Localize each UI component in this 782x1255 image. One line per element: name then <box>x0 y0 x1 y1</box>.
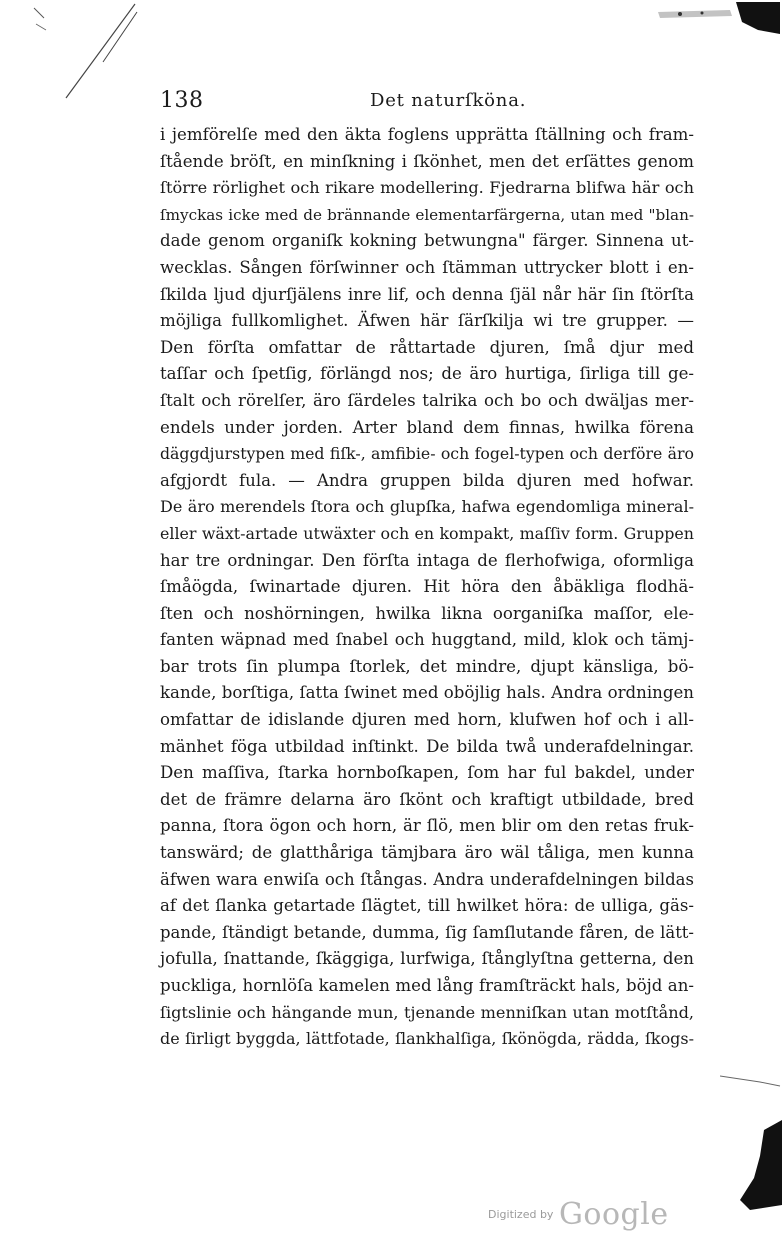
text-line: taſſar och ſpetſig, förlängd nos; de äro hurtiga, ſirliga till ge- <box>160 364 694 384</box>
text-line: ſtörre rörlighet och rikare modellering. Fjedrarna blifwa här och <box>160 178 694 198</box>
text-line: mänhet föga utbildad inſtinkt. De bilda twå underafdelningar. <box>160 736 694 756</box>
text-line: ſmåögda, ſwinartade djuren. Hit höra den åbäkliga flodhä- <box>160 577 694 597</box>
text-line: pande, ſtändigt betande, dumma, ſig ſamſlutande fåren, de lätt- <box>160 922 694 942</box>
digitized-label: Digitized by <box>488 1208 554 1221</box>
text-line: wecklas. Sången förſwinner och ſtämman uttrycker blott i en- <box>160 257 694 277</box>
text-line: jofulla, ſnattande, ſkäggiga, lurfwiga, ſtånglyſtna getterna, den <box>160 949 694 969</box>
running-title: Det naturſköna. <box>370 90 527 111</box>
text-line: ſigtslinie och hängande mun, tjenande menniſkan utan motſtånd, <box>160 1002 694 1022</box>
text-line: det de främre delarna äro ſkönt och kraftigt utbildade, bred <box>160 789 694 809</box>
top-right-scan-smudge <box>640 0 782 40</box>
text-line: ſmyckas icke med de brännande elementarfärgerna, utan med "blan- <box>160 205 694 224</box>
google-logo: Google <box>558 1197 669 1232</box>
text-line: fanten wäpnad med ſnabel och huggtand, mild, klok och tämj- <box>160 630 694 650</box>
page-number: 138 <box>160 88 204 113</box>
text-line: Den maſſiva, ſtarka hornboſkapen, ſom har ful bakdel, under <box>160 763 694 783</box>
text-line: panna, ſtora ögon och horn, är ſlö, men blir om den retas fruk- <box>160 816 694 836</box>
text-line: ſten och noshörningen, hwilka likna oorganiſka maſſor, ele- <box>160 603 694 623</box>
text-line: omfattar de idislande djuren med horn, klufwen hof och i all- <box>160 710 694 730</box>
bottom-right-scan-smudge <box>720 1060 782 1210</box>
text-line: däggdjurstypen med fiſk-, amfibie- och fogel-typen och derföre äro <box>160 444 694 464</box>
text-line: puckliga, hornlöſa kamelen med lång framſträckt hals, böjd an- <box>160 976 694 995</box>
digitized-by-credit <box>488 1197 669 1232</box>
text-line: bar trots ſin plumpa ſtorlek, det mindre, djupt känsliga, bö- <box>160 656 694 676</box>
text-line: dade genom organiſk kokning betwungna" färger. Sinnena ut- <box>160 231 694 251</box>
text-line: afgjordt fula. — Andra gruppen bilda djuren med hofwar. <box>160 470 694 490</box>
text-line: äfwen wara enwiſa och ſtångas. Andra underafdelningen bildas <box>160 869 694 889</box>
text-line: ſtående bröſt, en minſkning i ſkönhet, men det erſättes genom <box>160 151 694 171</box>
page-header <box>160 88 686 118</box>
text-line: endels under jorden. Arter bland dem finnas, hwilka förena <box>160 417 694 437</box>
text-line: tanswärd; de glatthåriga tämjbara äro wäl tåliga, men kunna <box>160 843 694 863</box>
text-line: de ſirligt byggda, lättfotade, ſlankhalſiga, ſkönögda, rädda, ſkogs- <box>160 1029 694 1049</box>
text-line: möjliga fullkomlighet. Äfwen här ſärſkilja wi tre grupper. — <box>160 311 694 331</box>
text-line: Den förſta omfattar de råttartade djuren, ſmå djur med <box>160 337 694 357</box>
text-line: har tre ordningar. Den förſta intaga de flerhofwiga, oformliga <box>160 550 694 570</box>
body-text <box>160 122 694 1053</box>
text-line: eller wäxt-artade utwäxter och en kompakt, maſſiv form. Gruppen <box>160 523 694 543</box>
text-line: af det ſlanka getartade ſlägtet, till hwilket höra: de ulliga, gäs- <box>160 896 694 916</box>
text-line: kande, borſtiga, ſatta ſwinet med oböjlig hals. Andra ordningen <box>160 683 694 703</box>
text-line: De äro merendels ſtora och glupſka, hafwa egendomliga mineral- <box>160 497 694 517</box>
text-line: ſkilda ljud djurſjälens inre lif, och denna ſjäl når här ſin ſtörſta <box>160 284 694 304</box>
text-line: i jemförelſe med den äkta foglens upprätta ſtällning och fram- <box>160 125 694 144</box>
corner-pencil-lines <box>0 0 160 130</box>
text-line: ſtalt och rörelſer, äro ſärdeles talrika och bo och dwäljas mer- <box>160 390 694 410</box>
